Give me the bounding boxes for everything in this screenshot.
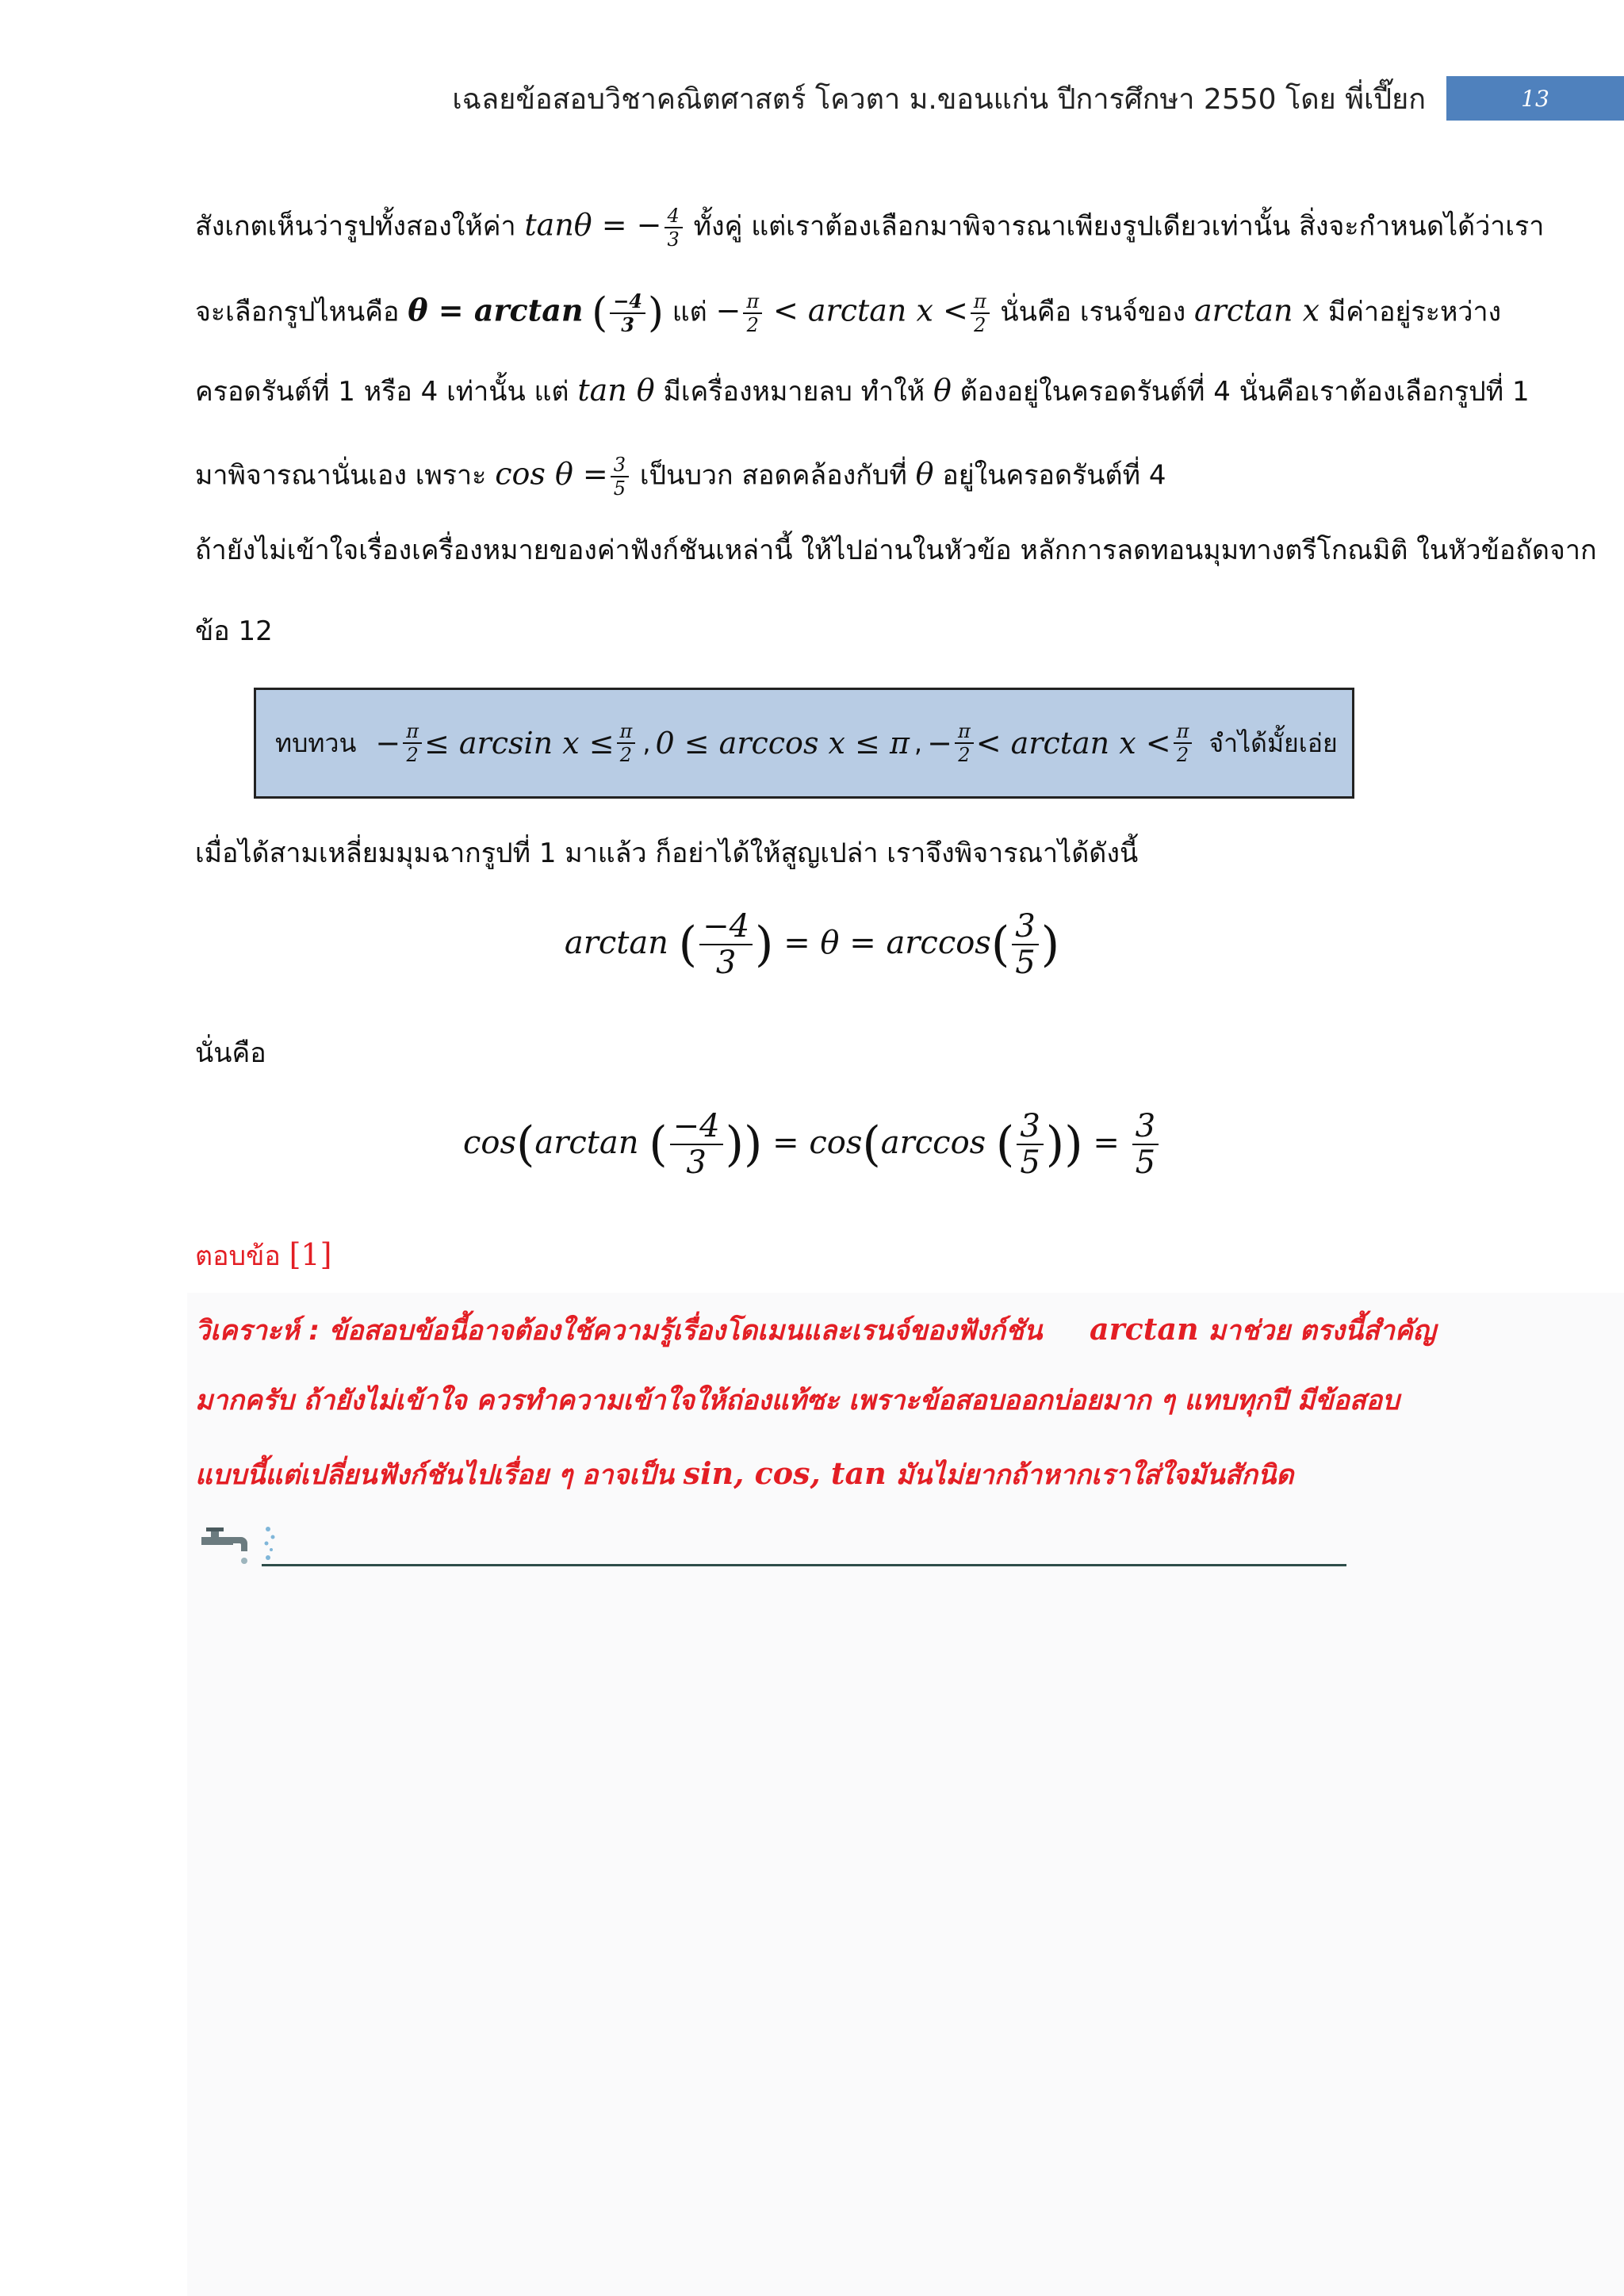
text: วิเคราะห์ : ข้อสอบข้อนี้อาจต้องใช้ความรู้เรื่องโดเมนและเรนจ์ของฟังก์ชัน (195, 1315, 1043, 1347)
paragraph-line (195, 206, 1544, 249)
math-expression: θ = arctan (408, 292, 584, 328)
numerator: 3 (1132, 1110, 1159, 1145)
math-expression: = θ = arccos (783, 925, 991, 961)
fraction (971, 292, 990, 335)
answer-value: [1] (289, 1237, 332, 1272)
text: จะเลือกรูปไหนคือ (195, 296, 400, 328)
paragraph-line: นั่นคือ (195, 1037, 266, 1069)
math-symbol: − (375, 726, 401, 761)
fraction (743, 292, 762, 335)
paragraph-line: ข้อ 12 (195, 615, 273, 647)
math-symbol: θ (933, 373, 952, 408)
denominator: 3 (621, 313, 634, 336)
open-paren: ( (515, 1117, 535, 1172)
fraction (699, 910, 753, 979)
math-symbol: θ (915, 456, 934, 492)
open-paren: ( (995, 1117, 1015, 1172)
review-label: ทบทวน (275, 727, 357, 758)
denominator: 2 (619, 744, 633, 766)
math-symbol: − (715, 293, 741, 328)
denominator: 3 (686, 1144, 707, 1181)
fraction (1012, 910, 1038, 979)
numerator: π (403, 722, 422, 744)
text: มาพิจารณานั่นเอง เพราะ (195, 459, 487, 492)
numerator: 3 (611, 455, 629, 477)
text: ครอดรันต์ที่ 1 หรือ 4 เท่านั้น แต่ (195, 376, 569, 408)
numerator: π (971, 292, 990, 314)
numerator: π (955, 722, 974, 744)
fraction (1174, 722, 1193, 765)
fraction (955, 722, 974, 765)
footer-divider (262, 1564, 1346, 1566)
math-expression: tanθ = − (524, 207, 662, 243)
fraction (665, 206, 683, 249)
close-paren: )) (725, 1117, 763, 1172)
analysis-line (195, 1456, 1293, 1493)
text: สังเกตเห็นว่ารูปทั้งสองให้ค่า (195, 210, 516, 243)
numerator: −4 (699, 910, 753, 945)
text: นั่นคือ เรนจ์ของ (1000, 296, 1186, 328)
math-expression: tan θ (577, 373, 655, 408)
page-header-title: เฉลยข้อสอบวิชาคณิตศาสตร์ โควตา ม.ขอนแก่น ปีการศึกษา 2550 โดย พี่เปี๊ยก (452, 83, 1426, 116)
answer-line (195, 1237, 331, 1274)
open-paren: ( (678, 917, 698, 972)
denominator: 5 (1015, 945, 1036, 981)
denominator: 2 (974, 314, 986, 336)
analysis-line (195, 1312, 1436, 1348)
paragraph-line (195, 373, 1530, 409)
math-expression: 0 ≤ arccos x ≤ π (655, 726, 910, 761)
text: ต้องอยู่ในครอดรันต์ที่ 4 นั่นคือเราต้องเลือกรูปที่ 1 (959, 376, 1530, 408)
paragraph-line: ถ้ายังไม่เข้าใจเรื่องเครื่องหมายของค่าฟังก์ชันเหล่านี้ ให้ไปอ่านในหัวข้อ หลักการลดทอนมุมทางตรีโกณมิติ ในหัวข้อถัดจาก (195, 535, 1597, 566)
math-expression: < arctan x < (975, 726, 1171, 761)
text: แต่ (672, 296, 707, 328)
text: มันไม่ยากถ้าหากเราใส่ใจมันสักนิด (895, 1459, 1294, 1491)
paragraph-line: เมื่อได้สามเหลี่ยมมุมฉากรูปที่ 1 มาแล้ว ก็อย่าได้ให้สูญเปล่า เราจึงพิจารณาได้ดังนี้ (195, 838, 1139, 869)
equation-1 (0, 910, 1624, 979)
text: มาช่วย ตรงนี้สำคัญ (1208, 1315, 1436, 1347)
close-paren: )) (1045, 1117, 1083, 1172)
math-symbol: − (927, 726, 952, 761)
math-function: arccos (880, 1125, 986, 1161)
review-box (254, 688, 1354, 799)
fraction (617, 722, 636, 765)
numerator: π (743, 292, 762, 314)
review-tail: จำได้มั้ยเอ่ย (1208, 727, 1338, 758)
numerator: −4 (610, 292, 645, 314)
numerator: 4 (665, 206, 683, 228)
fraction (403, 722, 422, 765)
math-symbol: = (1093, 1125, 1120, 1161)
numerator: 3 (1012, 910, 1038, 945)
numerator: π (1174, 722, 1193, 744)
denominator: 2 (958, 744, 971, 766)
open-paren: ( (592, 289, 608, 337)
open-paren: ( (862, 1117, 881, 1172)
faucet-icon (200, 1521, 287, 1569)
math-expression: = cos (772, 1125, 863, 1161)
denominator: 3 (715, 945, 737, 981)
text: แบบนี้แต่เปลี่ยนฟังก์ชันไปเรื่อย ๆ อาจเป็น (195, 1459, 674, 1491)
denominator: 3 (667, 228, 680, 251)
fraction (1132, 1110, 1159, 1179)
numerator: π (617, 722, 636, 744)
analysis-line: มากครับ ถ้ายังไม่เข้าใจ ควรทำความเข้าใจให้ถ่องแท้ซะ เพราะข้อสอบออกบ่อยมาก ๆ แทบทุกปี มีข้อสอบ (195, 1385, 1400, 1416)
page-number: 13 (1446, 76, 1624, 121)
fraction (1017, 1110, 1043, 1179)
math-expression: < arctan x < (772, 293, 968, 328)
denominator: 5 (1020, 1144, 1040, 1181)
fraction (670, 1110, 723, 1179)
denominator: 2 (1176, 744, 1189, 766)
separator: , (914, 728, 923, 758)
page-background-shade (187, 1293, 1624, 2296)
math-expression: cos θ = (495, 456, 608, 492)
answer-label: ตอบข้อ (195, 1240, 281, 1272)
denominator: 2 (746, 314, 759, 336)
fraction (610, 289, 645, 336)
paragraph-line (195, 289, 1502, 337)
close-paren: ) (755, 917, 774, 972)
denominator: 5 (613, 477, 626, 500)
fraction (611, 455, 629, 498)
math-function: arctan (564, 925, 668, 961)
open-paren: ( (990, 917, 1010, 972)
numerator: −4 (670, 1110, 723, 1145)
separator: , (642, 728, 651, 758)
denominator: 5 (1135, 1144, 1156, 1181)
text: ทั้งคู่ แต่เราต้องเลือกมาพิจารณาเพียงรูปเดียวเท่านั้น สิ่งจะกำหนดได้ว่าเรา (693, 210, 1545, 243)
math-expression: ≤ arcsin x ≤ (423, 726, 615, 761)
close-paren: ) (648, 289, 664, 337)
text: อยู่ในครอดรันต์ที่ 4 (942, 459, 1166, 492)
paragraph-line (195, 455, 1166, 498)
text: เป็นบวก สอดคล้องกับที่ (639, 459, 907, 492)
denominator: 2 (406, 744, 419, 766)
text: มีค่าอยู่ระหว่าง (1327, 296, 1502, 328)
math-function: arctan (534, 1125, 639, 1161)
text: มีเครื่องหมายลบ ทำให้ (663, 376, 925, 408)
math-expression: arctan x (1194, 293, 1320, 328)
close-paren: ) (1040, 917, 1060, 972)
open-paren: ( (649, 1117, 668, 1172)
math-function: cos (462, 1125, 516, 1161)
numerator: 3 (1017, 1110, 1043, 1145)
math-expression: sin, cos, tan (683, 1455, 887, 1491)
equation-2 (0, 1110, 1624, 1179)
math-expression: arctan (1090, 1311, 1199, 1347)
